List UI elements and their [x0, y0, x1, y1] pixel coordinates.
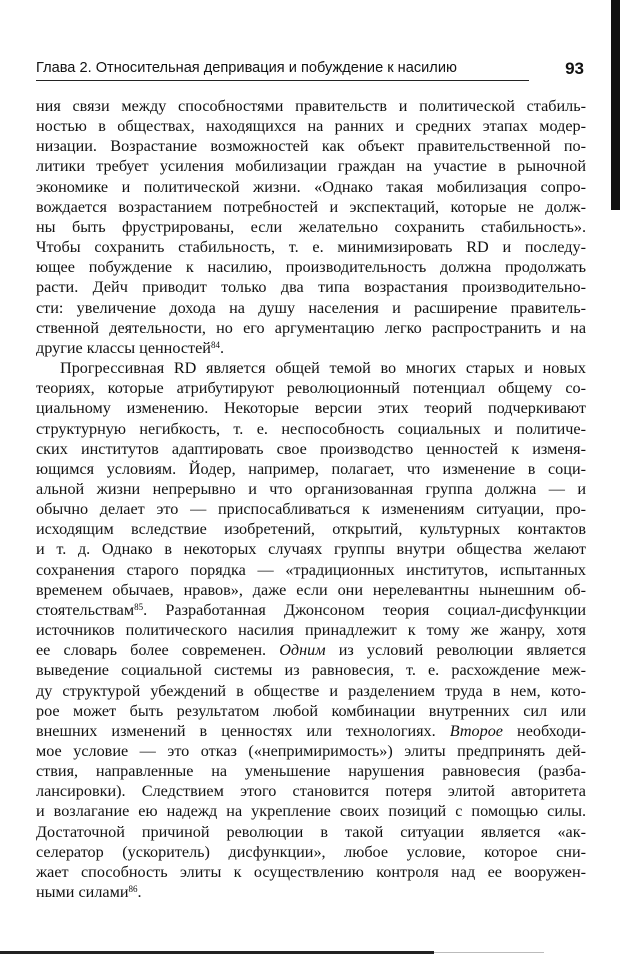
text-segment: необходи-: [503, 721, 586, 740]
footnote-ref-86: 86: [128, 884, 138, 895]
page-edge-shadow: [611, 0, 620, 210]
paragraph-1: [36, 96, 586, 358]
text-line: Чтобы сохранить стабильность, т. е. минимизировать RD и последу-: [36, 238, 586, 257]
text-segment: . Разработанная Джонсоном теория социал-дисфункции: [143, 600, 586, 619]
text-line: временем обычаев, нравов», даже если они нерелевантны нынешним об-: [36, 580, 586, 599]
emphasis-text: Одним: [279, 641, 326, 660]
text-line: [36, 600, 586, 620]
text-line: Прогрессивная RD является общей темой во многих старых и новых: [60, 359, 586, 378]
emphasis-text: Второе: [449, 721, 503, 740]
text-segment: из условий революции является: [325, 641, 586, 660]
text-line: лансировки). Следствием этого становится потеря элитой авторитета: [36, 782, 586, 801]
paragraph-2: [36, 358, 586, 902]
bottom-scan-edge-faint: [434, 952, 544, 953]
text-line: ны быть фрустрированы, если желательно сохранить стабильность».: [36, 217, 586, 236]
text-line: и т. д. Однако в некоторых случаях группы внутри общества желают: [36, 540, 586, 559]
text-line: выведение социальной системы из равновесия, т. е. расхождение меж-: [36, 661, 586, 680]
text-line: источников политического насилия принадлежит к тому же жанру, хотя: [36, 621, 586, 640]
text-line: ющее побуждение к насилию, производительность должна продолжать: [36, 258, 586, 277]
text-segment: внешних изменений в ценностях или технологиях.: [36, 721, 450, 740]
text-line: [36, 640, 586, 660]
text-line: ду структурой убеждений в обществе и разделением труда в нем, кото-: [36, 681, 586, 700]
text-line: вождается возрастанием потребностей и экспектаций, которые не долж-: [36, 197, 586, 216]
footnote-ref-85: 85: [134, 601, 144, 612]
text-line: Достаточной причиной революции в такой ситуации является «ак-: [36, 822, 586, 841]
text-line: альной жизни непрерывно и что организованная группа должна — и: [36, 479, 586, 498]
running-header: [36, 54, 584, 84]
body-text: [36, 96, 586, 902]
bottom-scan-edge: [0, 951, 434, 954]
text-line: ственной деятельности, но его аргументацию легко распространить и на: [36, 318, 586, 337]
chapter-title: Глава 2. Относительная депривация и побуждение к насилию: [36, 60, 457, 76]
text-line: теориях, которые атрибутируют революционный потенциал общему со-: [36, 379, 586, 398]
text-line: другие классы ценностей$^{84}$.: [36, 338, 224, 357]
text-line: жает способность элиты к осуществлению контроля над ее вооружен-: [36, 862, 586, 881]
text-line: ских институтов адаптировать свое производство ценностей к изменя-: [36, 439, 586, 458]
text-line: низации. Возрастание возможностей как объект правительственной по-: [36, 137, 586, 156]
text-line: сохранения старого порядка — «традиционных институтов, испытанных: [36, 560, 586, 579]
text-line: ющимся условиям. Йодер, например, полагает, что изменение в соци-: [36, 459, 586, 478]
header-rule: [36, 80, 529, 81]
text-line: и возлагание ею надежд на укрепление своих позиций с помощью силы.: [36, 802, 586, 821]
text-segment: стоятельствам: [36, 600, 135, 619]
text-line: расти. Дейч приводит только два типа возрастания производительно-: [36, 278, 586, 297]
text-line: исходящим вследствие изобретений, открытий, культурных контактов: [36, 520, 586, 539]
text-segment: ными силами: [36, 883, 129, 902]
footnote-ref-84: 84: [210, 339, 220, 350]
page-number: 93: [565, 59, 584, 78]
text-line: циальному изменению. Некоторые версии этих теорий подчеркивают: [36, 399, 586, 418]
text-segment: другие классы ценностей: [36, 338, 211, 357]
text-line: мое условие — это отказ («непримиримость») элиты предпринять дей-: [36, 742, 586, 760]
text-line: сти: увеличение дохода на душу населения и расширение правитель-: [36, 298, 586, 317]
text-line: литики требует усиления мобилизации граждан на участие в рыночной: [36, 157, 586, 176]
text-line: ствия, направленные на уменьшение нарушения равновесия (разба-: [36, 762, 586, 781]
text-line: ными силами$^{86}$.: [36, 883, 142, 902]
text-line: селератор (ускоритель) дисфункции», любое условие, которое сни-: [36, 842, 586, 861]
text-line: обычно делает это — приспосабливаться к изменениям ситуации, про-: [36, 500, 586, 519]
text-line: рое может быть результатом любой комбинации внутренних сил или: [36, 701, 586, 720]
text-line: ностью в обществах, находящихся на ранних и средних этапах модер-: [36, 117, 586, 136]
text-segment: ее словарь более современен.: [36, 641, 280, 660]
text-line: экономике и политической жизни. «Однако такая мобилизация сопро-: [36, 177, 586, 196]
text-line: ния связи между способностями правительств и политической стабиль-: [36, 97, 586, 115]
text-line: структурную негибкость, т. е. неспособность социальных и политиче-: [36, 419, 586, 438]
text-line: [36, 721, 586, 741]
